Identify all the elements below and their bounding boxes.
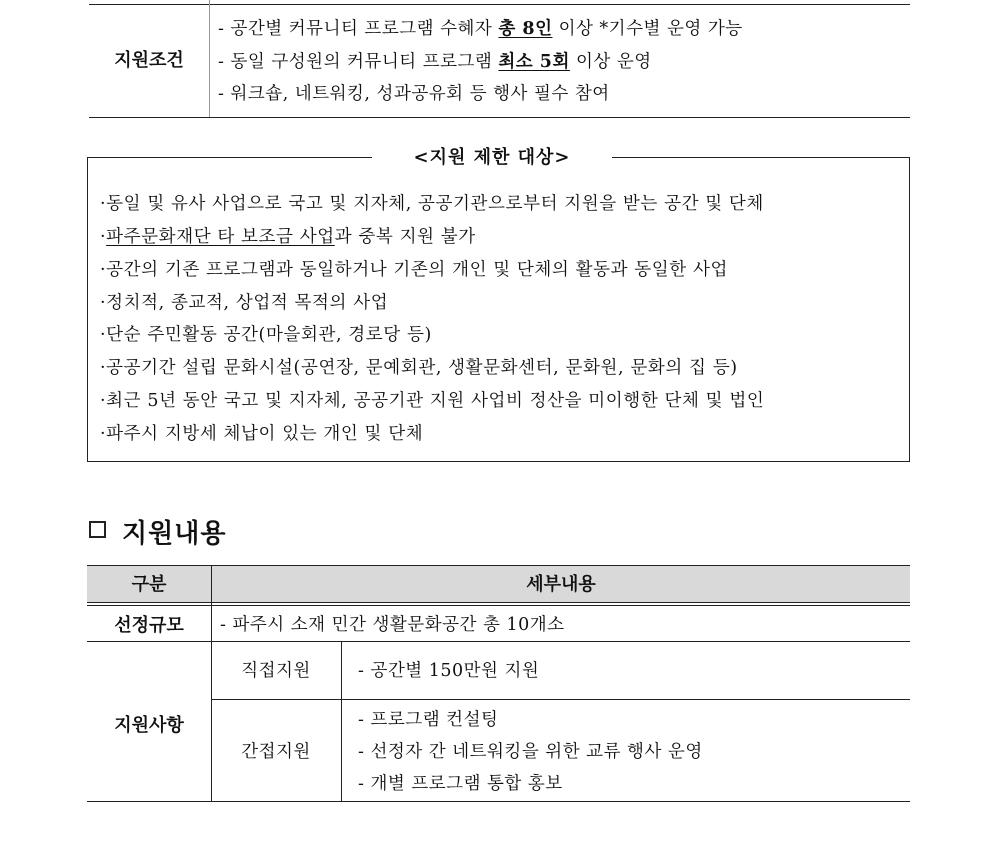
restriction-underlined-text: 파주문화재단 타 보조금 사업 xyxy=(106,227,335,247)
section-checkbox-icon xyxy=(89,521,106,538)
conditions-top-border xyxy=(89,4,910,5)
table-subcolumn-divider xyxy=(341,642,342,802)
header-category: 구분 xyxy=(131,574,167,595)
restriction-bullet: · xyxy=(100,227,107,247)
conditions-label: 지원조건 xyxy=(114,50,184,71)
restriction-item: ·파주시 지방세 체납이 있는 개인 및 단체 xyxy=(100,424,424,444)
scale-label: 선정규모 xyxy=(114,615,184,636)
restriction-item: ·최근 5년 동안 국고 및 지자체, 공공기관 지원 사업비 정산을 미이행한 단체 및 법인 xyxy=(100,391,765,411)
restriction-item: ·정치적, 종교적, 상업적 목적의 사업 xyxy=(100,293,389,313)
restriction-item xyxy=(100,223,476,248)
condition-2-prefix: - 동일 구성원의 커뮤니티 프로그램 xyxy=(218,52,499,72)
table-subrow-divider xyxy=(211,699,910,700)
restriction-item: ·공공기간 설립 문화시설(공연장, 문예회관, 생활문화센터, 문화원, 문화의 집 등) xyxy=(100,358,738,378)
condition-1-prefix: - 공간별 커뮤니티 프로그램 수혜자 xyxy=(218,19,499,39)
condition-1-suffix: 이상 *기수별 운영 가능 xyxy=(552,19,743,39)
conditions-column-divider xyxy=(209,0,210,117)
header-details: 세부내용 xyxy=(526,574,596,595)
scale-value: - 파주시 소재 민간 생활문화공간 총 10개소 xyxy=(220,615,565,635)
restriction-item: ·단순 주민활동 공간(마을회관, 경로당 등) xyxy=(100,325,432,345)
restriction-rest-text: 과 중복 지원 불가 xyxy=(334,227,476,247)
condition-1-highlight: 총 8인 xyxy=(498,19,553,39)
condition-line-2 xyxy=(218,48,652,73)
indirect-support-item: - 개별 프로그램 통합 홍보 xyxy=(358,774,563,794)
condition-line-1 xyxy=(218,15,743,40)
direct-support-item: - 공간별 150만원 지원 xyxy=(358,661,540,681)
indirect-support-label: 간접지원 xyxy=(241,742,311,762)
condition-2-highlight: 최소 5회 xyxy=(498,52,570,72)
direct-support-label: 직접지원 xyxy=(241,661,311,681)
condition-line-3: - 워크숍, 네트워킹, 성과공유회 등 행사 필수 참여 xyxy=(218,84,610,104)
section-title: 지원내용 xyxy=(122,519,227,549)
restriction-item: ·공간의 기존 프로그램과 동일하거나 기존의 개인 및 단체의 활동과 동일한 사업 xyxy=(100,260,728,280)
indirect-support-item: - 프로그램 컨설팅 xyxy=(358,710,499,730)
conditions-bottom-border xyxy=(89,117,910,118)
restriction-item: ·동일 및 유사 사업으로 국고 및 지자체, 공공기관으로부터 지원을 받는 공간 및 단체 xyxy=(100,194,764,214)
restrictions-title: <지원 제한 대상> xyxy=(372,145,612,171)
indirect-support-item: - 선정자 간 네트워킹을 위한 교류 행사 운영 xyxy=(358,742,703,762)
condition-2-suffix: 이상 운영 xyxy=(569,52,652,72)
support-label: 지원사항 xyxy=(114,715,184,736)
